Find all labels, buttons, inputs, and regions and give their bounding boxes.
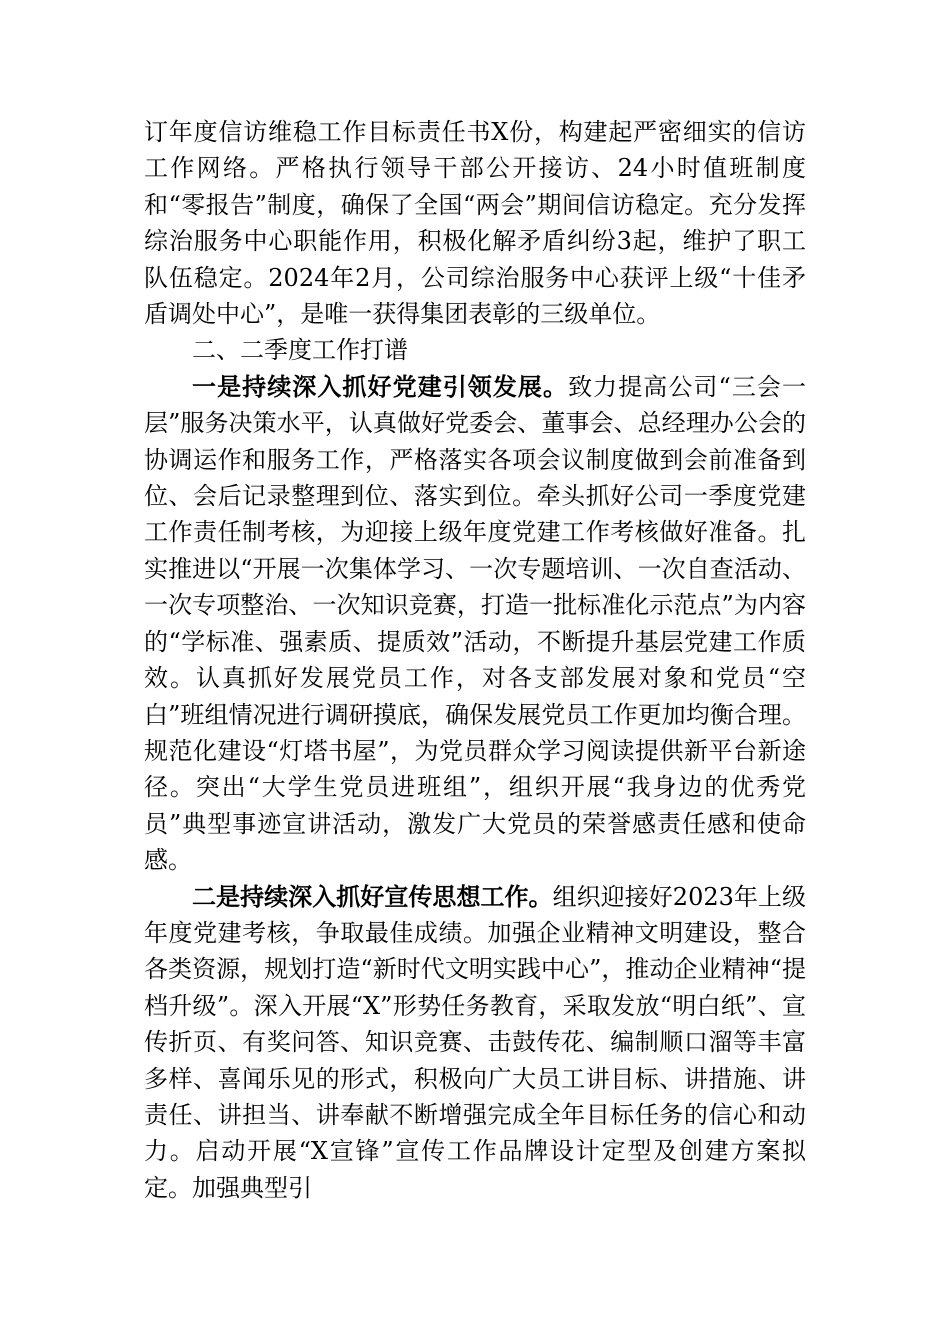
work-item-publicity <box>144 879 806 1207</box>
work-item-party-building <box>144 369 806 879</box>
work-item-lead: 二是持续深入抓好宣传思想工作。 <box>192 881 553 911</box>
work-item-body: 致力提高公司“三会一层”服务决策水平，认真做好党委会、董事会、总经理办公会的协调运作和服务工作，严格落实各项会议制度做到会前准备到位、会后记录整理到位、落实到位。牵头抓好公司一季度党建工作责任制考核，为迎接上级年度党建工作考核做好准备。扎实推进以“开展一次集体学习、一次专题培训、一次自查活动、一次专项整治、一次知识竞赛，打造一批标准化示范点”为内容的“学标准、强素质、提质效”活动，不断提升基层党建工作质效。认真抓好发展党员工作，对各支部发展对象和党员“空白”班组情况进行调研摸底，确保发展党员工作更加均衡合理。规范化建设“灯塔书屋”，为党员群众学习阅读提供新平台新途径。突出“大学生党员进班组”，组织开展“我身边的优秀党员”典型事迹宣讲活动，激发广大党员的荣誉感责任感和使命感。 <box>144 372 806 875</box>
work-item-lead: 一是持续深入抓好党建引领发展。 <box>192 371 569 401</box>
document-page <box>144 114 806 1206</box>
section-heading: 二、二季度工作打谱 <box>192 336 408 365</box>
work-item-body: 组织迎接好2023年上级年度党建考核，争取最佳成绩。加强企业精神文明建设，整合各类资源，规划打造“新时代文明实践中心”，推动企业精神“提档升级”。深入开展“X”形势任务教育，采取发放“明白纸”、宣传折页、有奖问答、知识竞赛、击鼓传花、编制顺口溜等丰富多样、喜闻乐见的形式，积极向广大员工讲目标、讲措施、讲责任、讲担当、讲奉献不断增强完成全年目标任务的信心和动力。启动开展“X宣锋”宣传工作品牌设计定型及创建方案拟定。加强典型引 <box>144 882 807 1202</box>
paragraph-continued: 订年度信访维稳工作目标责任书X份，构建起严密细实的信访工作网络。严格执行领导干部公开接访、24小时值班制度和“零报告”制度，确保了全国“两会”期间信访稳定。充分发挥综治服务中心职能作用，积极化解矛盾纠纷3起，维护了职工队伍稳定。2024年2月，公司综治服务中心获评上级“十佳矛盾调处中心”，是唯一获得集团表彰的三级单位。 <box>144 118 806 329</box>
